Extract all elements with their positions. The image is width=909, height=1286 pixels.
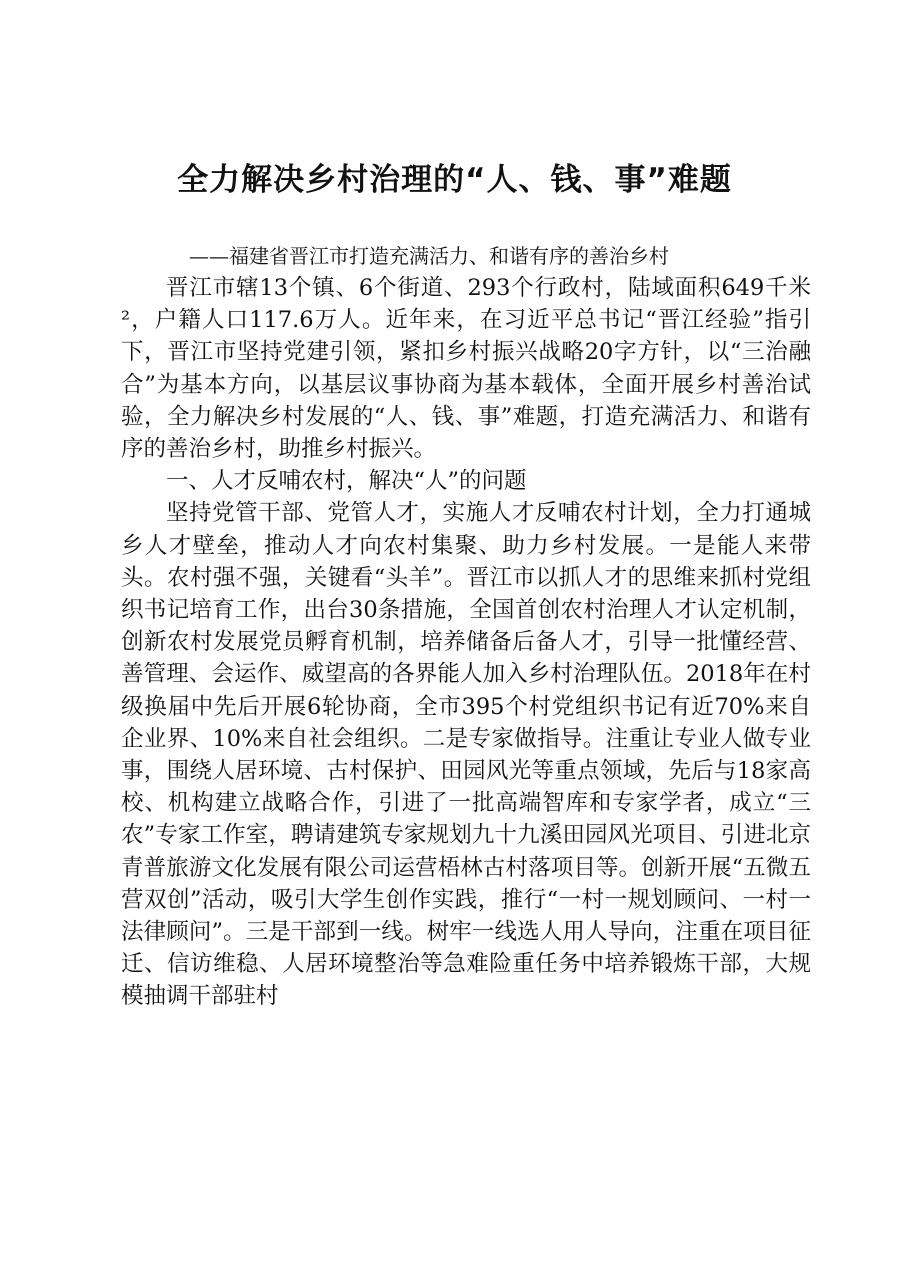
section-heading: 一、人才反哺农村，解决“人”的问题 [166, 468, 527, 495]
document-title: 全力解决乡村治理的“人、钱、事”难题 [177, 162, 732, 198]
document-body [121, 272, 811, 1013]
document-subtitle: ——福建省晋江市打造充满活力、和谐有序的善治乡村 [189, 244, 669, 268]
intro-paragraph: 晋江市辖13个镇、6个街道、293个行政村，陆域面积649千米²，户籍人口117.6万人。近年来，在习近平总书记“晋江经验”指引下，晋江市坚持党建引领，紧扣乡村振兴战略20字方针，以“三治融合”为基本方向，以基层议事协商为基本载体，全面开展乡村善治试验，全力解决乡村发展的“人、钱、事”难题，打造充满活力、和谐有序的善治乡村，助推乡村振兴。 [121, 275, 811, 463]
body-paragraph: 坚持党管干部、党管人才，实施人才反哺农村计划，全力打通城乡人才壁垒，推动人才向农村集聚、助力乡村发展。一是能人来带头。农村强不强，关键看“头羊”。晋江市以抓人才的思维来抓村党组织书记培育工作，出台30条措施，全国首创农村治理人才认定机制，创新农村发展党员孵育机制，培养储备后备人才，引导一批懂经营、善管理、会运作、威望高的各界能人加入乡村治理队伍。2018年在村级换届中先后开展6轮协商，全市395个村党组织书记有近70%来自企业界、10%来自社会组织。二是专家做指导。注重让专业人做专业事，围绕人居环境、古村保护、田园风光等重点领域，先后与18家高校、机构建立战略合作，引进了一批高端智库和专家学者，成立“三农”专家工作室，聘请建筑专家规划九十九溪田园风光项目、引进北京青普旅游文化发展有限公司运营梧林古村落项目等。创新开展“五微五营双创”活动，吸引大学生创作实践，推行“一村一规划顾问、一村一法律顾问”。三是干部到一线。树牢一线选人用人导向，注重在项目征迁、信访维稳、人居环境整治等急难险重任务中培养锻炼干部，大规模抽调干部驻村 [121, 500, 811, 1010]
